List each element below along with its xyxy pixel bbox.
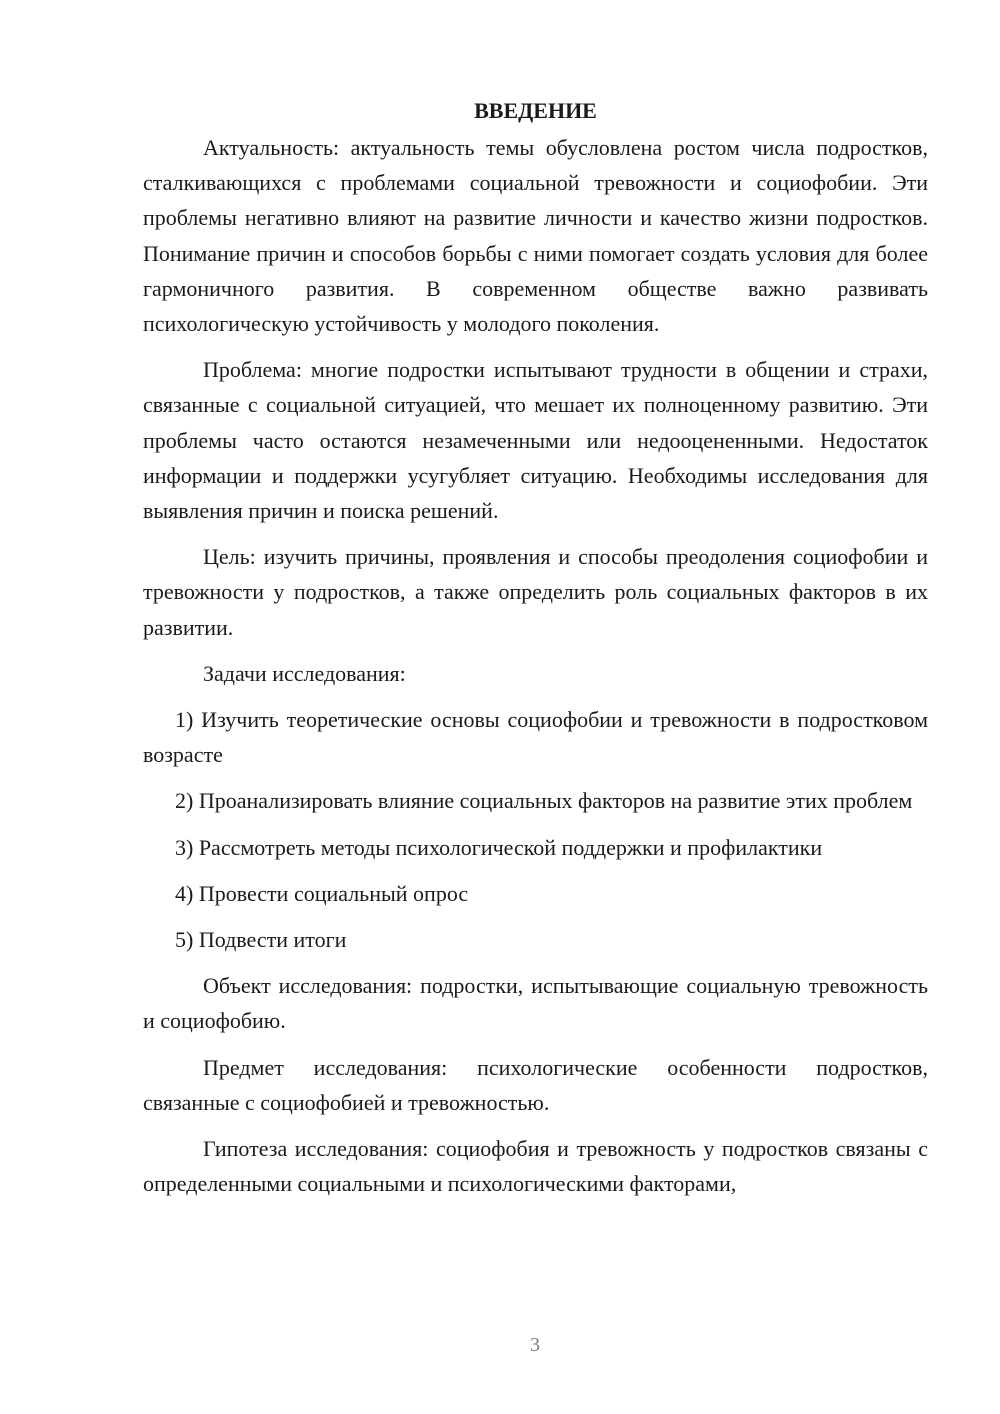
page-title: ВВЕДЕНИЕ [474, 98, 597, 123]
paragraph-problem: Проблема: многие подростки испытывают трудности в общении и страхи, связанные с социальной ситуацией, что мешает их полноценному развитию. Эти проблемы часто остаются незамеченными или недооцененными. Недостаток информации и поддержки усугубляет ситуацию. Необходимы исследования для выявления причин и поиска решений. [143, 357, 928, 524]
task-item-1: 1) Изучить теоретические основы социофобии и тревожности в подростковом возрасте [143, 707, 928, 768]
task-item-3: 3) Рассмотреть методы психологической поддержки и профилактики [175, 834, 823, 860]
paragraph-goal: Цель: изучить причины, проявления и способы преодоления социофобии и тревожности у подростков, а также определить роль социальных факторов в их развитии. [143, 544, 928, 640]
paragraph-hypothesis: Гипотеза исследования: социофобия и тревожность у подростков связаны с определенными социальными и психологическими факторами, [143, 1136, 928, 1197]
document-page [143, 96, 928, 1201]
task-item-4: 4) Провести социальный опрос [175, 880, 469, 906]
tasks-heading: Задачи исследования: [203, 660, 406, 686]
task-item-5: 5) Подвести итоги [175, 927, 347, 953]
paragraph-object: Объект исследования: подростки, испытывающие социальную тревожность и социофобию. [143, 973, 928, 1034]
paragraph-subject: Предмет исследования: психологические особенности подростков, связанные с социофобией и тревожностью. [143, 1054, 928, 1115]
task-item-2: 2) Проанализировать влияние социальных факторов на развитие этих проблем [175, 788, 913, 814]
page-number: 3 [530, 1334, 540, 1356]
paragraph-relevance: Актуальность: актуальность темы обусловлена ростом числа подростков, сталкивающихся с проблемами социальной тревожности и социофобии. Эти проблемы негативно влияют на развитие личности и качество жизни подростков. Понимание причин и способов борьбы с ними помогает создать условия для более гармоничного развития. В современном обществе важно развивать психологическую устойчивость у молодого поколения. [143, 135, 928, 337]
